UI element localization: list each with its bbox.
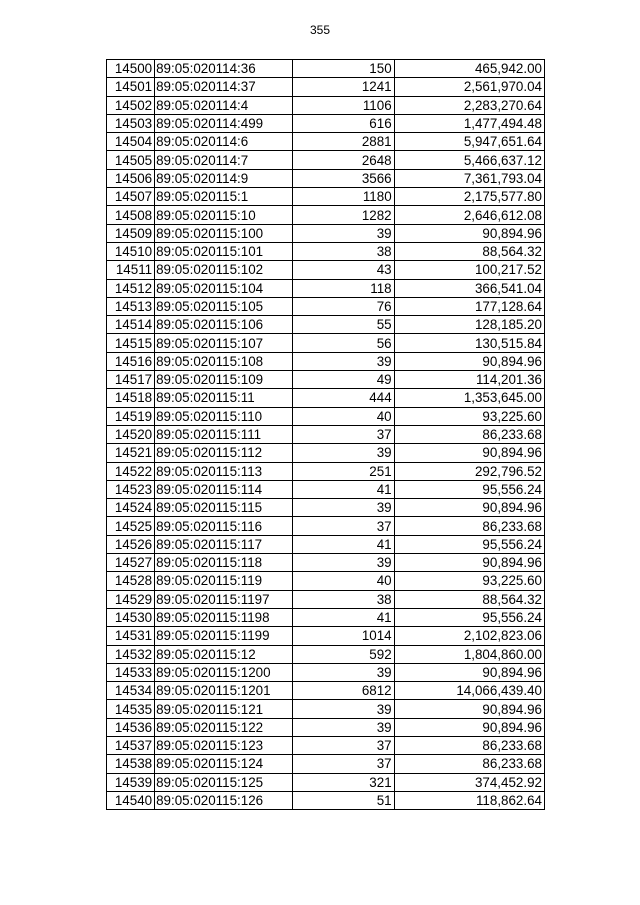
table-row (107, 133, 545, 151)
amount-cell: 1,353,645.00 (394, 389, 544, 407)
table-row (107, 755, 545, 773)
table-row (107, 444, 545, 462)
table-row (107, 682, 545, 700)
cadastral-number-cell: 89:05:020115:12 (155, 645, 293, 663)
row-number-cell: 14528 (107, 572, 155, 590)
quantity-cell: 55 (293, 316, 394, 334)
amount-cell: 95,556.24 (394, 480, 544, 498)
cadastral-number-cell: 89:05:020114:37 (155, 78, 293, 96)
cadastral-number-cell: 89:05:020115:1197 (155, 590, 293, 608)
quantity-cell: 444 (293, 389, 394, 407)
amount-cell: 90,894.96 (394, 224, 544, 242)
quantity-cell: 40 (293, 407, 394, 425)
row-number-cell: 14536 (107, 718, 155, 736)
table-row (107, 462, 545, 480)
cadastral-number-cell: 89:05:020115:112 (155, 444, 293, 462)
cadastral-number-cell: 89:05:020115:123 (155, 736, 293, 754)
quantity-cell: 38 (293, 242, 394, 260)
amount-cell: 366,541.04 (394, 279, 544, 297)
cadastral-number-cell: 89:05:020115:125 (155, 773, 293, 791)
cadastral-number-cell: 89:05:020115:107 (155, 334, 293, 352)
amount-cell: 5,947,651.64 (394, 133, 544, 151)
cadastral-number-cell: 89:05:020114:36 (155, 60, 293, 78)
quantity-cell: 616 (293, 114, 394, 132)
amount-cell: 5,466,637.12 (394, 151, 544, 169)
amount-cell: 95,556.24 (394, 608, 544, 626)
quantity-cell: 49 (293, 371, 394, 389)
quantity-cell: 37 (293, 517, 394, 535)
row-number-cell: 14519 (107, 407, 155, 425)
table-row (107, 224, 545, 242)
row-number-cell: 14512 (107, 279, 155, 297)
row-number-cell: 14508 (107, 206, 155, 224)
row-number-cell: 14513 (107, 297, 155, 315)
table-row (107, 645, 545, 663)
quantity-cell: 39 (293, 499, 394, 517)
quantity-cell: 37 (293, 755, 394, 773)
cadastral-number-cell: 89:05:020115:101 (155, 242, 293, 260)
amount-cell: 128,185.20 (394, 316, 544, 334)
amount-cell: 2,283,270.64 (394, 96, 544, 114)
row-number-cell: 14533 (107, 663, 155, 681)
cadastral-number-cell: 89:05:020114:499 (155, 114, 293, 132)
row-number-cell: 14526 (107, 535, 155, 553)
amount-cell: 90,894.96 (394, 718, 544, 736)
quantity-cell: 39 (293, 718, 394, 736)
row-number-cell: 14505 (107, 151, 155, 169)
cadastral-number-cell: 89:05:020115:100 (155, 224, 293, 242)
table-row (107, 608, 545, 626)
cadastral-number-cell: 89:05:020115:10 (155, 206, 293, 224)
row-number-cell: 14540 (107, 791, 155, 809)
cadastral-number-cell: 89:05:020115:1198 (155, 608, 293, 626)
amount-cell: 90,894.96 (394, 444, 544, 462)
amount-cell: 2,175,577.80 (394, 188, 544, 206)
cadastral-number-cell: 89:05:020115:121 (155, 700, 293, 718)
amount-cell: 465,942.00 (394, 60, 544, 78)
row-number-cell: 14520 (107, 425, 155, 443)
row-number-cell: 14532 (107, 645, 155, 663)
cadastral-number-cell: 89:05:020115:111 (155, 425, 293, 443)
row-number-cell: 14502 (107, 96, 155, 114)
row-number-cell: 14525 (107, 517, 155, 535)
table-row (107, 316, 545, 334)
row-number-cell: 14531 (107, 627, 155, 645)
row-number-cell: 14517 (107, 371, 155, 389)
row-number-cell: 14510 (107, 242, 155, 260)
table-row (107, 96, 545, 114)
table-row (107, 480, 545, 498)
cadastral-number-cell: 89:05:020115:106 (155, 316, 293, 334)
cadastral-number-cell: 89:05:020115:114 (155, 480, 293, 498)
table-row (107, 736, 545, 754)
row-number-cell: 14522 (107, 462, 155, 480)
table-row (107, 499, 545, 517)
row-number-cell: 14518 (107, 389, 155, 407)
cadastral-number-cell: 89:05:020115:109 (155, 371, 293, 389)
quantity-cell: 3566 (293, 169, 394, 187)
amount-cell: 2,561,970.04 (394, 78, 544, 96)
table-row (107, 791, 545, 809)
row-number-cell: 14504 (107, 133, 155, 151)
table-row (107, 700, 545, 718)
page-number: 355 (309, 23, 331, 37)
row-number-cell: 14530 (107, 608, 155, 626)
quantity-cell: 76 (293, 297, 394, 315)
cadastral-number-cell: 89:05:020114:4 (155, 96, 293, 114)
amount-cell: 1,477,494.48 (394, 114, 544, 132)
amount-cell: 130,515.84 (394, 334, 544, 352)
land-parcel-table (106, 59, 545, 810)
quantity-cell: 51 (293, 791, 394, 809)
amount-cell: 1,804,860.00 (394, 645, 544, 663)
row-number-cell: 14529 (107, 590, 155, 608)
cadastral-number-cell: 89:05:020114:7 (155, 151, 293, 169)
row-number-cell: 14535 (107, 700, 155, 718)
amount-cell: 292,796.52 (394, 462, 544, 480)
cadastral-number-cell: 89:05:020115:102 (155, 261, 293, 279)
amount-cell: 374,452.92 (394, 773, 544, 791)
quantity-cell: 1282 (293, 206, 394, 224)
amount-cell: 114,201.36 (394, 371, 544, 389)
amount-cell: 88,564.32 (394, 242, 544, 260)
row-number-cell: 14506 (107, 169, 155, 187)
amount-cell: 14,066,439.40 (394, 682, 544, 700)
amount-cell: 90,894.96 (394, 499, 544, 517)
table-row (107, 663, 545, 681)
amount-cell: 90,894.96 (394, 663, 544, 681)
amount-cell: 88,564.32 (394, 590, 544, 608)
quantity-cell: 1106 (293, 96, 394, 114)
quantity-cell: 251 (293, 462, 394, 480)
quantity-cell: 2881 (293, 133, 394, 151)
amount-cell: 86,233.68 (394, 425, 544, 443)
cadastral-number-cell: 89:05:020114:6 (155, 133, 293, 151)
amount-cell: 90,894.96 (394, 352, 544, 370)
amount-cell: 86,233.68 (394, 517, 544, 535)
table-row (107, 572, 545, 590)
table-row (107, 554, 545, 572)
row-number-cell: 14516 (107, 352, 155, 370)
amount-cell: 86,233.68 (394, 736, 544, 754)
table-row (107, 773, 545, 791)
table-row (107, 188, 545, 206)
cadastral-number-cell: 89:05:020115:124 (155, 755, 293, 773)
table-row (107, 425, 545, 443)
row-number-cell: 14539 (107, 773, 155, 791)
amount-cell: 100,217.52 (394, 261, 544, 279)
quantity-cell: 37 (293, 736, 394, 754)
cadastral-number-cell: 89:05:020115:1199 (155, 627, 293, 645)
amount-cell: 90,894.96 (394, 554, 544, 572)
table-row (107, 78, 545, 96)
table-row (107, 407, 545, 425)
amount-cell: 118,862.64 (394, 791, 544, 809)
row-number-cell: 14514 (107, 316, 155, 334)
row-number-cell: 14503 (107, 114, 155, 132)
quantity-cell: 39 (293, 700, 394, 718)
cadastral-number-cell: 89:05:020115:104 (155, 279, 293, 297)
cadastral-number-cell: 89:05:020115:117 (155, 535, 293, 553)
cadastral-number-cell: 89:05:020115:1201 (155, 682, 293, 700)
quantity-cell: 118 (293, 279, 394, 297)
cadastral-number-cell: 89:05:020115:108 (155, 352, 293, 370)
table-row (107, 206, 545, 224)
cadastral-number-cell: 89:05:020115:105 (155, 297, 293, 315)
table-row (107, 279, 545, 297)
amount-cell: 93,225.60 (394, 572, 544, 590)
row-number-cell: 14538 (107, 755, 155, 773)
cadastral-number-cell: 89:05:020115:116 (155, 517, 293, 535)
quantity-cell: 39 (293, 444, 394, 462)
table-row (107, 371, 545, 389)
row-number-cell: 14507 (107, 188, 155, 206)
table-row (107, 389, 545, 407)
cadastral-number-cell: 89:05:020115:113 (155, 462, 293, 480)
quantity-cell: 1241 (293, 78, 394, 96)
table-body (107, 60, 545, 810)
amount-cell: 7,361,793.04 (394, 169, 544, 187)
quantity-cell: 39 (293, 352, 394, 370)
quantity-cell: 2648 (293, 151, 394, 169)
row-number-cell: 14511 (107, 261, 155, 279)
row-number-cell: 14515 (107, 334, 155, 352)
quantity-cell: 1180 (293, 188, 394, 206)
cadastral-number-cell: 89:05:020115:119 (155, 572, 293, 590)
quantity-cell: 1014 (293, 627, 394, 645)
amount-cell: 2,646,612.08 (394, 206, 544, 224)
cadastral-number-cell: 89:05:020115:115 (155, 499, 293, 517)
amount-cell: 93,225.60 (394, 407, 544, 425)
table-row (107, 60, 545, 78)
row-number-cell: 14523 (107, 480, 155, 498)
quantity-cell: 6812 (293, 682, 394, 700)
row-number-cell: 14521 (107, 444, 155, 462)
quantity-cell: 37 (293, 425, 394, 443)
table-row (107, 590, 545, 608)
quantity-cell: 321 (293, 773, 394, 791)
amount-cell: 86,233.68 (394, 755, 544, 773)
amount-cell: 90,894.96 (394, 700, 544, 718)
table-row (107, 517, 545, 535)
quantity-cell: 40 (293, 572, 394, 590)
cadastral-number-cell: 89:05:020115:1200 (155, 663, 293, 681)
row-number-cell: 14534 (107, 682, 155, 700)
quantity-cell: 41 (293, 535, 394, 553)
row-number-cell: 14537 (107, 736, 155, 754)
amount-cell: 2,102,823.06 (394, 627, 544, 645)
cadastral-number-cell: 89:05:020115:11 (155, 389, 293, 407)
cadastral-number-cell: 89:05:020115:126 (155, 791, 293, 809)
quantity-cell: 38 (293, 590, 394, 608)
table-row (107, 242, 545, 260)
quantity-cell: 150 (293, 60, 394, 78)
cadastral-number-cell: 89:05:020115:118 (155, 554, 293, 572)
row-number-cell: 14500 (107, 60, 155, 78)
table-row (107, 261, 545, 279)
quantity-cell: 41 (293, 480, 394, 498)
table-row (107, 169, 545, 187)
cadastral-number-cell: 89:05:020115:122 (155, 718, 293, 736)
table-row (107, 334, 545, 352)
cadastral-number-cell: 89:05:020115:110 (155, 407, 293, 425)
amount-cell: 177,128.64 (394, 297, 544, 315)
quantity-cell: 43 (293, 261, 394, 279)
table-row (107, 114, 545, 132)
table-row (107, 352, 545, 370)
row-number-cell: 14501 (107, 78, 155, 96)
table-row (107, 718, 545, 736)
row-number-cell: 14509 (107, 224, 155, 242)
table-row (107, 151, 545, 169)
row-number-cell: 14527 (107, 554, 155, 572)
table-row (107, 627, 545, 645)
quantity-cell: 41 (293, 608, 394, 626)
table-row (107, 535, 545, 553)
quantity-cell: 56 (293, 334, 394, 352)
cadastral-number-cell: 89:05:020114:9 (155, 169, 293, 187)
quantity-cell: 592 (293, 645, 394, 663)
table-row (107, 297, 545, 315)
quantity-cell: 39 (293, 554, 394, 572)
cadastral-number-cell: 89:05:020115:1 (155, 188, 293, 206)
quantity-cell: 39 (293, 224, 394, 242)
quantity-cell: 39 (293, 663, 394, 681)
row-number-cell: 14524 (107, 499, 155, 517)
amount-cell: 95,556.24 (394, 535, 544, 553)
